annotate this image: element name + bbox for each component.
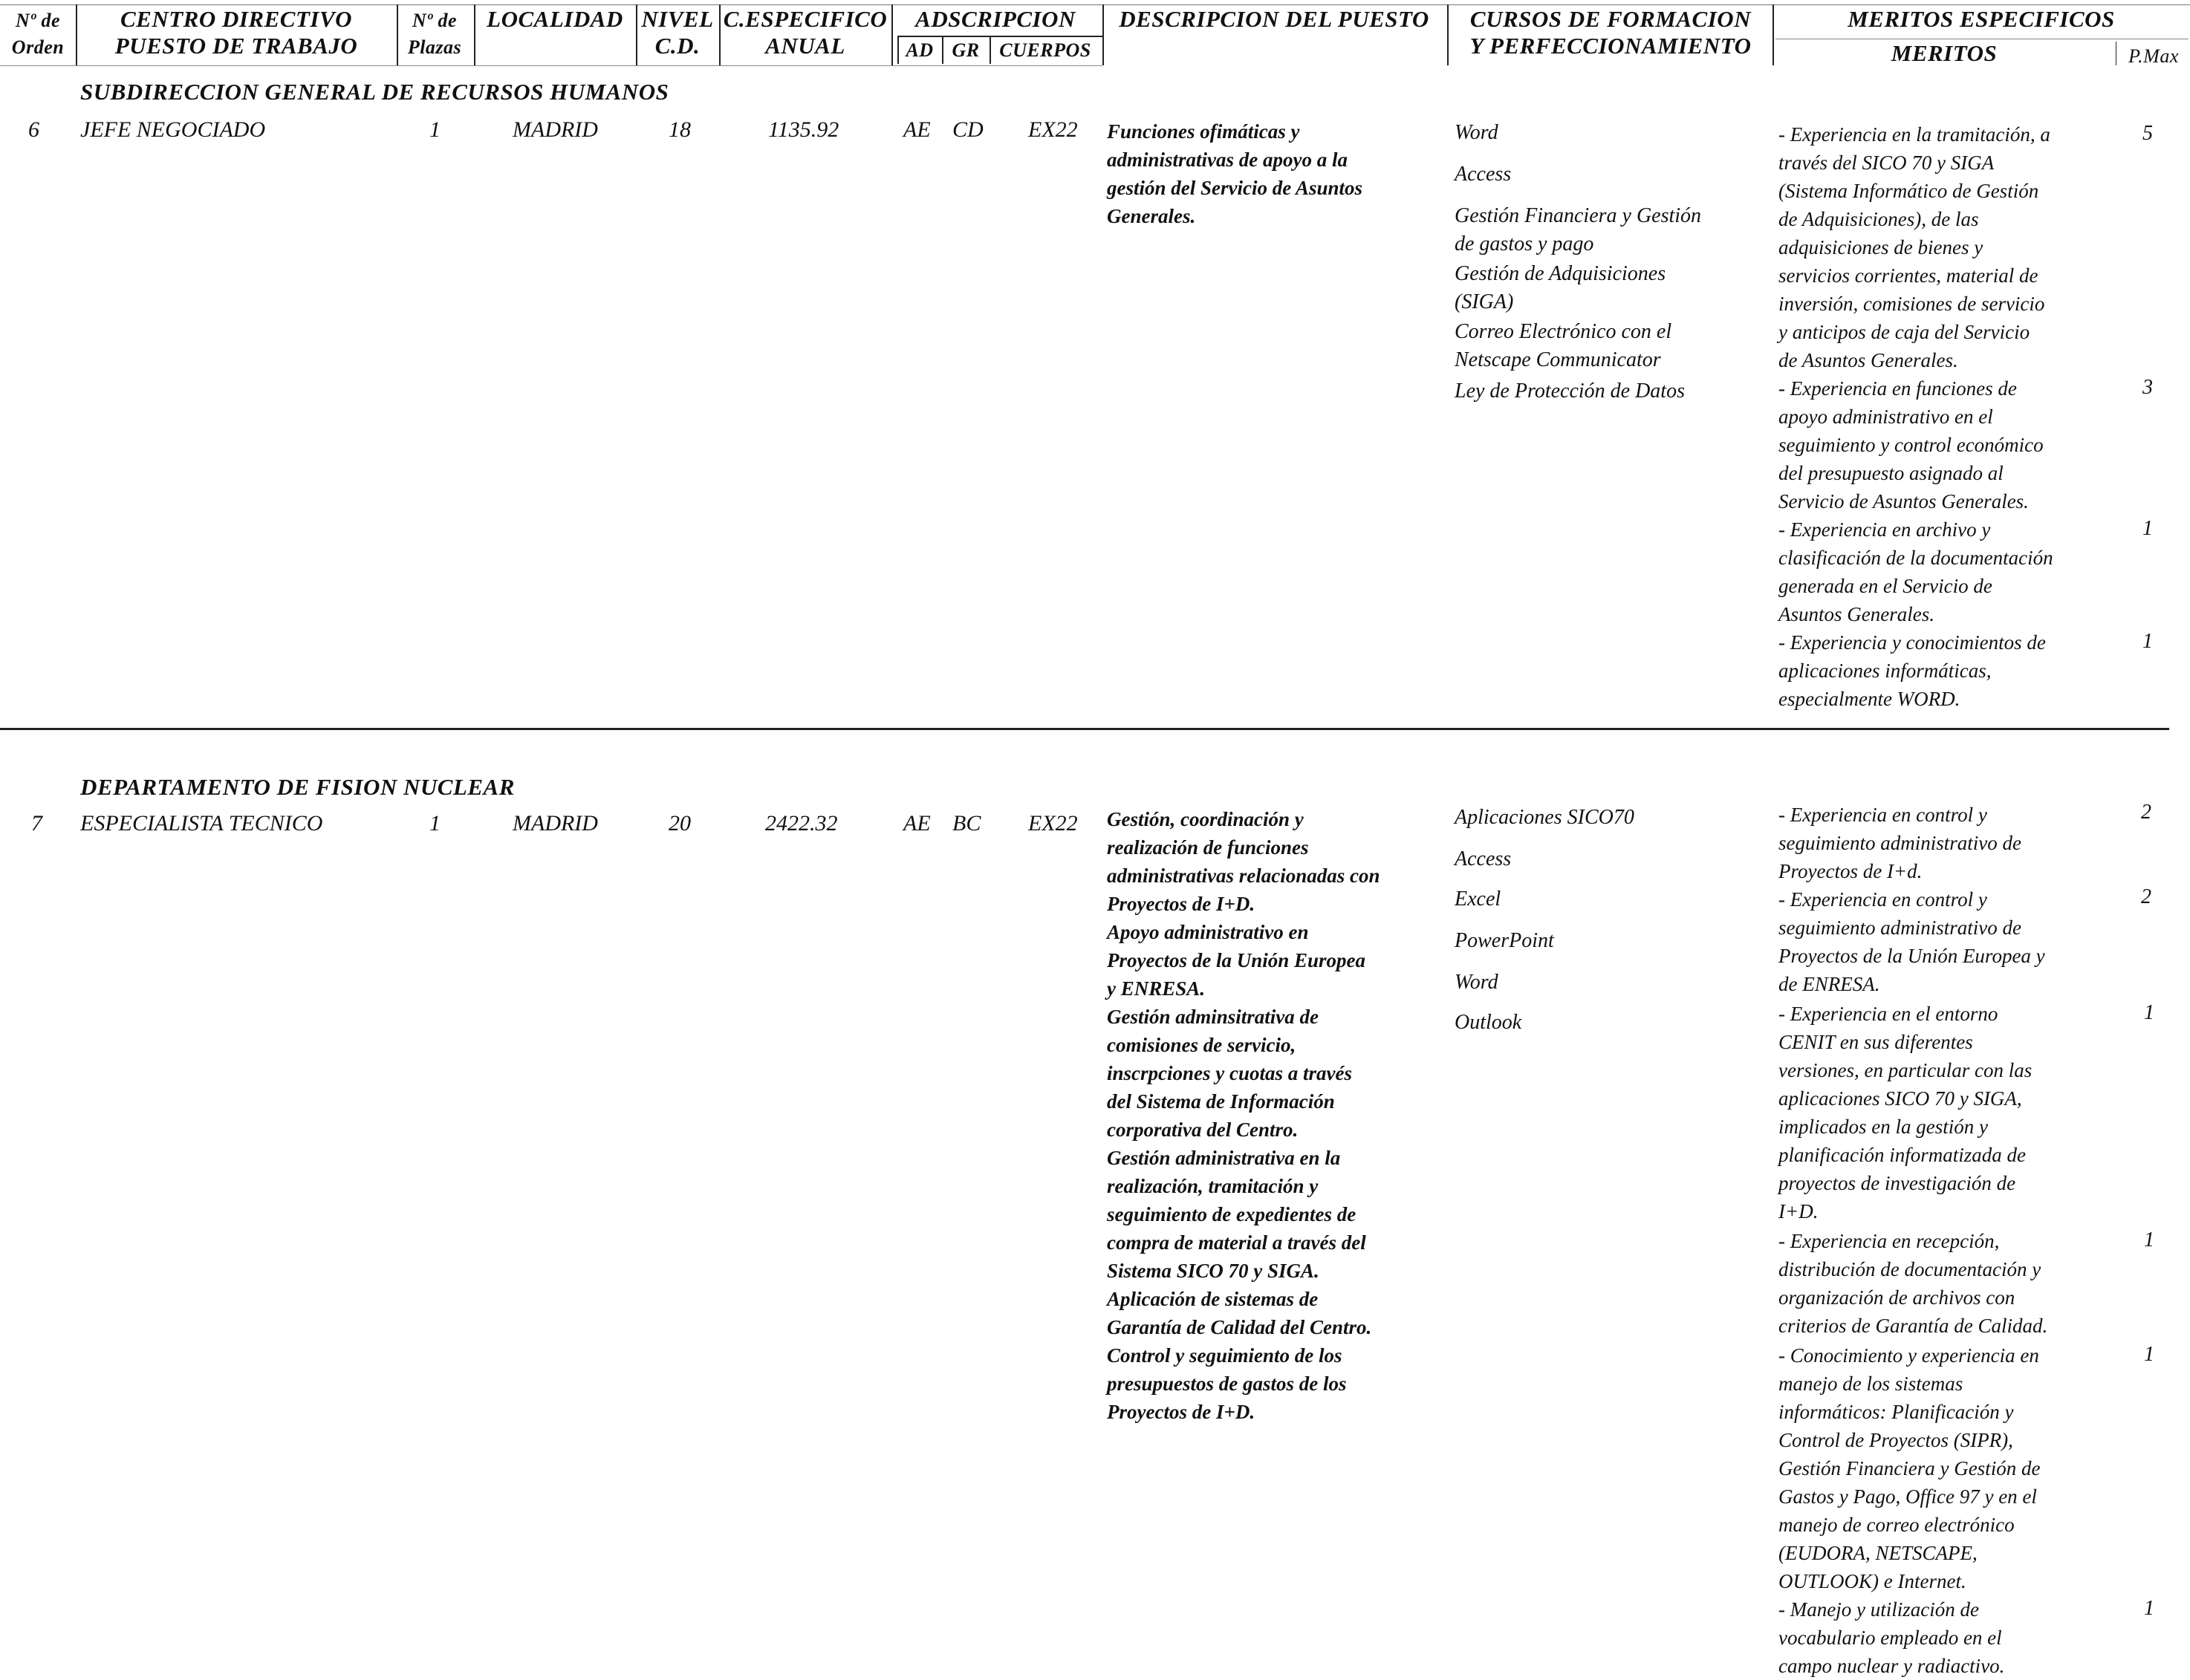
merito-line: manejo de correo electrónico (1778, 1514, 2015, 1536)
header-divider (1102, 4, 1104, 65)
descripcion-line: Apoyo administrativo en (1107, 921, 1309, 943)
merito-line: proyectos de investigación de (1778, 1172, 2016, 1194)
merito-line: manejo de los sistemas (1778, 1373, 1963, 1395)
descripcion-line: Generales. (1107, 205, 1196, 227)
merito-item (1778, 1341, 2040, 1595)
merito-line: (EUDORA, NETSCAPE, (1778, 1542, 1978, 1564)
header-divider (474, 4, 475, 65)
descripcion-line: seguimiento de expedientes de (1107, 1203, 1356, 1225)
descripcion-line: comisiones de servicio, (1107, 1034, 1296, 1056)
curso-item (1455, 377, 1685, 406)
header-divider (76, 4, 77, 65)
descripcion-line: Gestión administrativa en la (1107, 1147, 1341, 1169)
merito-line: campo nuclear y radiactivo. (1778, 1655, 2005, 1677)
descripcion-line: Proyectos de I+D. (1107, 893, 1255, 915)
merito-line: OUTLOOK) e Internet. (1778, 1570, 1966, 1592)
header-nivel-line: NIVEL (641, 6, 714, 32)
row-especifico: 1135.92 (768, 117, 839, 142)
descripcion-line: Aplicación de sistemas de (1107, 1288, 1319, 1310)
merito-line: y anticipos de caja del Servicio (1778, 321, 2030, 343)
curso-line: Access (1455, 163, 1512, 186)
merito-line: - Experiencia en la tramitación, a (1778, 123, 2050, 146)
merito-line: vocabulario empleado en el (1778, 1627, 2002, 1649)
header-orden-line: Orden (11, 36, 65, 58)
merito-line: Servicio de Asuntos Generales. (1778, 490, 2029, 512)
row-puesto: JEFE NEGOCIADO (80, 117, 266, 142)
row-orden: 7 (31, 811, 42, 836)
merito-line: de ENRESA. (1778, 973, 1880, 995)
row-nivel: 20 (669, 811, 691, 836)
curso-line: Netscape Communicator (1455, 348, 1661, 371)
merito-line: criterios de Garantía de Calidad. (1778, 1315, 2048, 1337)
row-cuerpos: EX22 (1028, 811, 1078, 836)
descripcion-line: del Sistema de Información (1107, 1090, 1335, 1113)
curso-item (1455, 804, 1634, 832)
descripcion-line: presupuestos de gastos de los (1107, 1373, 1347, 1395)
section-title: DEPARTAMENTO DE FISION NUCLEAR (80, 774, 515, 800)
header-descripcion: DESCRIPCION DEL PUESTO (1119, 6, 1429, 32)
header-nivel (636, 6, 719, 59)
curso-item (1455, 202, 1701, 258)
merito-line: través del SICO 70 y SIGA (1778, 152, 1995, 174)
merito-line: apoyo administrativo en el (1778, 406, 1993, 428)
merito-line: Proyectos de I+d. (1778, 860, 1923, 882)
curso-line: PowerPoint (1455, 929, 1554, 952)
merito-line: del presupuesto asignado al (1778, 462, 2004, 484)
merito-pmax: 5 (2142, 122, 2153, 145)
merito-line: - Experiencia en control y (1778, 804, 1987, 826)
header-divider (891, 4, 893, 65)
merito-pmax: 1 (2144, 1001, 2154, 1024)
merito-line: - Experiencia en archivo y (1778, 518, 1991, 541)
header-divider (397, 4, 398, 65)
curso-item (1455, 885, 1501, 914)
header-plazas-line: Nº de (412, 10, 458, 31)
merito-line: seguimiento y control económico (1778, 434, 2044, 456)
header-especifico (721, 6, 890, 59)
descripcion-line: inscrpciones y cuotas a través (1107, 1062, 1352, 1084)
header-plazas (395, 7, 474, 61)
merito-line: Control de Proyectos (SIPR), (1778, 1429, 2013, 1451)
header-divider (719, 4, 721, 65)
header-top-rule (0, 4, 2190, 5)
merito-pmax: 3 (2142, 376, 2153, 399)
header-ad: AD (906, 39, 934, 61)
header-divider (1447, 4, 1449, 65)
header-bottom-rule (0, 65, 1102, 66)
header-adscripcion-rule (897, 36, 1102, 37)
merito-pmax: 1 (2142, 630, 2153, 653)
descripcion-line: Proyectos de I+D. (1107, 1401, 1255, 1423)
header-divider (942, 36, 943, 64)
curso-line: Aplicaciones SICO70 (1455, 806, 1634, 829)
curso-line: de gastos y pago (1455, 232, 1594, 255)
descripcion-line: administrativas de apoyo a la (1107, 149, 1348, 171)
curso-line: Access (1455, 847, 1512, 870)
merito-line: Gastos y Pago, Office 97 y en el (1778, 1485, 2037, 1508)
merito-line: servicios corrientes, material de (1778, 264, 2038, 287)
curso-line: Word (1455, 971, 1498, 994)
row-nivel: 18 (669, 117, 691, 142)
descripcion-line: y ENRESA. (1107, 977, 1206, 1000)
merito-line: organización de archivos con (1778, 1286, 2015, 1309)
header-meritos-especificos: MERITOS ESPECIFICOS (1848, 6, 2115, 32)
header-plazas-line: Plazas (407, 36, 462, 58)
merito-pmax: 1 (2144, 1228, 2154, 1251)
merito-line: de Adquisiciones), de las (1778, 208, 1979, 230)
row-plazas: 1 (429, 117, 441, 142)
row-descripcion (1107, 117, 1362, 230)
merito-line: - Experiencia en recepción, (1778, 1230, 2000, 1252)
header-localidad-line: LOCALIDAD (487, 6, 623, 32)
descripcion-line: realización de funciones (1107, 836, 1309, 859)
curso-line: Ley de Protección de Datos (1455, 380, 1685, 403)
descripcion-line: realización, tramitación y (1107, 1175, 1319, 1197)
header-cursos-line: Y PERFECCIONAMIENTO (1469, 33, 1752, 59)
curso-line: Gestión Financiera y Gestión (1455, 204, 1702, 227)
descripcion-line: corporativa del Centro. (1107, 1119, 1299, 1141)
descripcion-line: Control y seguimiento de los (1107, 1344, 1342, 1367)
header-divider (897, 36, 899, 64)
curso-line: Correo Electrónico con el (1455, 320, 1672, 343)
curso-item (1455, 1009, 1521, 1037)
merito-item (1778, 1000, 2032, 1225)
merito-item (1778, 885, 2045, 998)
row-gr: CD (952, 117, 984, 142)
merito-item (1778, 628, 2046, 713)
merito-line: CENIT en sus diferentes (1778, 1031, 1973, 1053)
merito-line: aplicaciones SICO 70 y SIGA, (1778, 1087, 2022, 1110)
curso-line: Word (1455, 121, 1498, 144)
descripcion-line: Sistema SICO 70 y SIGA. (1107, 1260, 1319, 1282)
merito-line: - Experiencia en funciones de (1778, 377, 2017, 400)
header-localidad (475, 6, 634, 33)
section-title: SUBDIRECCION GENERAL DE RECURSOS HUMANOS (80, 79, 669, 105)
header-pmax: P.Max (2128, 45, 2179, 67)
curso-line: (SIGA) (1455, 290, 1514, 313)
merito-pmax: 1 (2144, 1343, 2154, 1366)
header-divider (990, 36, 991, 64)
merito-line: especialmente WORD. (1778, 688, 1960, 710)
merito-line: informáticos: Planificación y (1778, 1401, 2014, 1423)
header-gr: GR (952, 39, 980, 61)
merito-line: clasificación de la documentación (1778, 547, 2053, 569)
merito-item (1778, 120, 2050, 374)
descripcion-line: gestión del Servicio de Asuntos (1107, 177, 1363, 199)
header-nivel-line: C.D. (654, 33, 701, 59)
descripcion-line: Garantía de Calidad del Centro. (1107, 1316, 1372, 1338)
header-especifico-line: ANUAL (765, 33, 845, 59)
merito-line: versiones, en particular con las (1778, 1059, 2033, 1081)
merito-item (1778, 1595, 2004, 1680)
merito-item (1778, 801, 2021, 885)
header-cursos-line: CURSOS DE FORMACION (1469, 6, 1752, 32)
row-plazas: 1 (429, 811, 441, 836)
curso-line: Excel (1455, 888, 1501, 911)
row-gr: BC (952, 811, 981, 836)
header-adscripcion: ADSCRIPCION (915, 6, 1076, 32)
merito-pmax: 1 (2142, 517, 2153, 540)
header-cursos (1449, 6, 1773, 59)
merito-line: - Manejo y utilización de (1778, 1598, 1979, 1621)
row-orden: 6 (28, 117, 39, 142)
merito-line: I+D. (1778, 1200, 1819, 1222)
curso-item (1455, 968, 1498, 997)
descripcion-line: Funciones ofimáticas y (1107, 120, 1300, 143)
curso-line: Gestión de Adquisiciones (1455, 262, 1666, 285)
merito-item (1778, 374, 2044, 515)
merito-line: seguimiento administrativo de (1778, 916, 2021, 939)
curso-item (1455, 119, 1498, 147)
merito-line: - Experiencia y conocimientos de (1778, 631, 2046, 654)
merito-item (1778, 515, 2053, 628)
merito-line: aplicaciones informáticas, (1778, 660, 1992, 682)
header-orden-line: Nº de (15, 10, 61, 31)
header-centro-line: PUESTO DE TRABAJO (114, 33, 358, 59)
merito-line: adquisiciones de bienes y (1778, 236, 1983, 258)
merito-line: inversión, comisiones de servicio (1778, 293, 2045, 315)
merito-line: - Experiencia en el entorno (1778, 1003, 1998, 1025)
merito-item (1778, 1227, 2047, 1340)
merito-line: generada en el Servicio de (1778, 575, 1992, 597)
merito-line: seguimiento administrativo de (1778, 832, 2021, 854)
curso-item (1455, 927, 1554, 955)
row-especifico: 2422.32 (765, 811, 838, 836)
merito-pmax: 2 (2141, 801, 2151, 824)
header-cuerpos: CUERPOS (999, 39, 1091, 61)
descripcion-line: Gestión adminsitrativa de (1107, 1006, 1319, 1028)
merito-pmax: 1 (2144, 1597, 2154, 1620)
merito-line: - Experiencia en control y (1778, 888, 1987, 911)
curso-item (1455, 160, 1511, 189)
row-descripcion (1107, 805, 1380, 1426)
header-divider (1773, 4, 1774, 65)
descripcion-line: administrativas relacionadas con (1107, 865, 1380, 887)
header-centro-line: CENTRO DIRECTIVO (120, 6, 353, 32)
header-especifico-line: C.ESPECIFICO (723, 6, 888, 32)
descripcion-line: compra de material a través del (1107, 1231, 1366, 1254)
merito-line: de Asuntos Generales. (1778, 349, 1958, 371)
merito-line: Gestión Financiera y Gestión de (1778, 1457, 2041, 1479)
row-localidad: MADRID (513, 117, 598, 142)
row-puesto: ESPECIALISTA TECNICO (80, 811, 323, 836)
merito-line: planificación informatizada de (1778, 1144, 2026, 1166)
row-localidad: MADRID (513, 811, 598, 836)
curso-item (1455, 260, 1666, 316)
merito-line: (Sistema Informático de Gestión (1778, 180, 2039, 202)
merito-line: implicados en la gestión y (1778, 1116, 1988, 1138)
descripcion-line: Gestión, coordinación y (1107, 808, 1304, 830)
curso-item (1455, 845, 1511, 873)
header-divider (636, 4, 637, 65)
header-centro (80, 6, 392, 59)
merito-line: distribución de documentación y (1778, 1258, 2041, 1280)
row-ad: AE (903, 117, 931, 142)
merito-line: Proyectos de la Unión Europea y (1778, 945, 2045, 967)
merito-line: - Conocimiento y experiencia en (1778, 1344, 2039, 1367)
header-orden (4, 7, 71, 61)
header-meritos: MERITOS (1891, 40, 1998, 66)
section-separator (0, 728, 2169, 730)
descripcion-line: Proyectos de la Unión Europea (1107, 949, 1365, 971)
curso-item (1455, 318, 1671, 374)
merito-pmax: 2 (2141, 885, 2151, 908)
row-cuerpos: EX22 (1028, 117, 1078, 142)
row-ad: AE (903, 811, 931, 836)
curso-line: Outlook (1455, 1011, 1522, 1034)
merito-line: Asuntos Generales. (1778, 603, 1934, 625)
